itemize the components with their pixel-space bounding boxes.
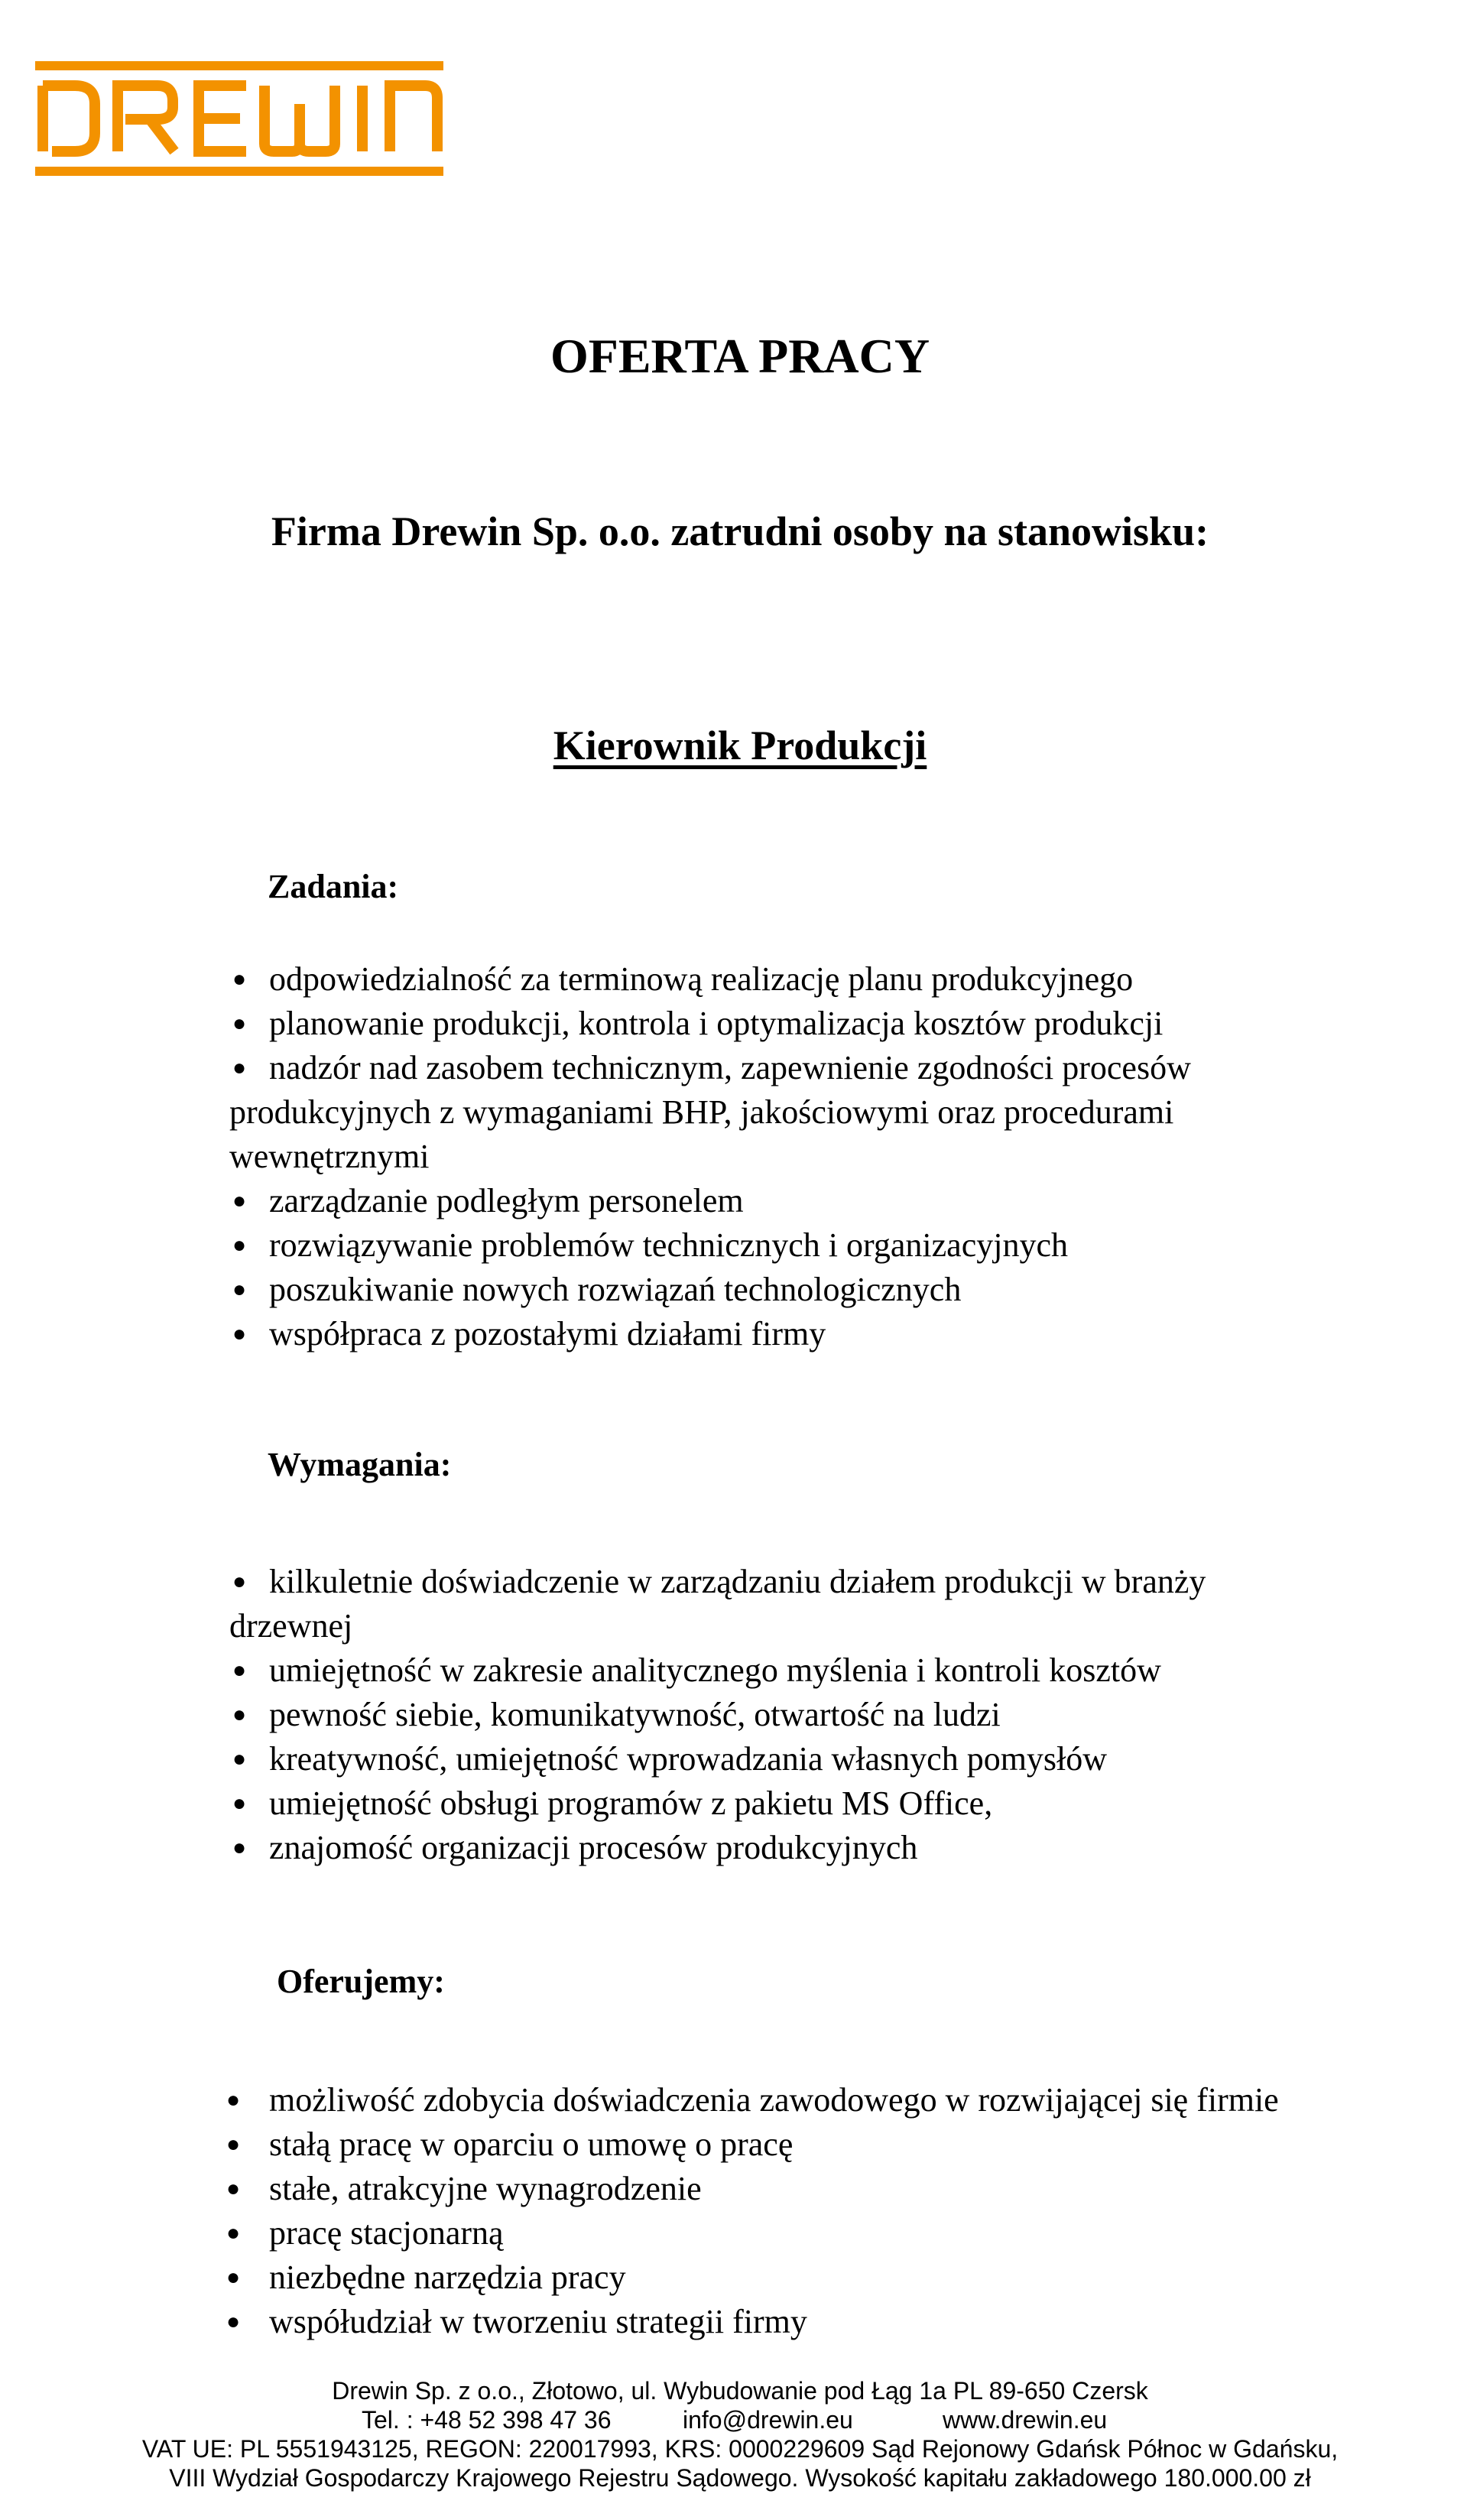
list-item: ● współpraca z pozostałymi działami firmy [229, 1312, 1422, 1356]
job-position-title: Kierownik Produkcji [553, 723, 927, 768]
bullet-icon: ● [232, 1569, 247, 1594]
requirements-list [229, 1560, 1422, 1870]
list-item: ● stałe, atrakcyjne wynagrodzenie [229, 2167, 1422, 2211]
list-item: ● planowanie produkcji, kontrola i optymalizacja kosztów produkcji [229, 1002, 1422, 1046]
list-item: ● stałą pracę w oparciu o umowę o pracę [229, 2122, 1422, 2167]
bullet-icon: ● [232, 1658, 247, 1683]
bullet-icon: ● [232, 1702, 247, 1727]
bullet-icon: ● [232, 966, 247, 992]
list-item: ● zarządzanie podległym personelem [229, 1179, 1422, 1223]
requirements-heading: Wymagania: [268, 1446, 452, 1483]
bullet-icon: ● [226, 2265, 241, 2290]
bullet-icon: ● [226, 2309, 241, 2334]
list-item: ● niezbędne narzędzia pracy [229, 2255, 1422, 2300]
bullet-icon: ● [232, 1277, 247, 1302]
tasks-list [229, 957, 1422, 1356]
bullet-icon: ● [226, 2220, 241, 2246]
list-item: ● kreatywność, umiejętność wprowadzania własnych pomysłów [229, 1737, 1422, 1781]
list-item: ● odpowiedzialność za terminową realizację planu produkcyjnego [229, 957, 1422, 1002]
offer-heading: Oferujemy: [277, 1963, 445, 2000]
list-item: ● kilkuletnie doświadczenie w zarządzaniu działem produkcji w branży drzewnej [229, 1560, 1422, 1648]
list-item: ● poszukiwanie nowych rozwiązań technologicznych [229, 1268, 1422, 1312]
drewin-logo [35, 61, 443, 176]
footer-email[interactable]: info@drewin.eu [683, 2406, 853, 2434]
bullet-icon: ● [232, 1188, 247, 1213]
bullet-icon: ● [226, 2176, 241, 2201]
list-item: ● pewność siebie, komunikatywność, otwartość na ludzi [229, 1693, 1422, 1737]
bullet-icon: ● [232, 1321, 247, 1346]
list-item: ● pracę stacjonarną [229, 2211, 1422, 2255]
list-item: ● znajomość organizacji procesów produkcyjnych [229, 1826, 1422, 1870]
bullet-icon: ● [232, 1791, 247, 1816]
company-intro: Firma Drewin Sp. o.o. zatrudni osoby na stanowisku: [271, 508, 1209, 554]
offer-list [226, 2078, 1422, 2344]
bullet-icon: ● [232, 1835, 247, 1860]
list-item: ● współudział w tworzeniu strategii firmy [229, 2300, 1422, 2344]
tasks-heading: Zadania: [268, 868, 399, 905]
list-item: ● nadzór nad zasobem technicznym, zapewnienie zgodności procesów produkcyjnych z wymaganiami BHP, jakościowymi oraz procedurami wewnętrznymi [229, 1046, 1422, 1179]
footer-address: Drewin Sp. z o.o., Złotowo, ul. Wybudowanie pod Łąg 1a PL 89-650 Czersk [332, 2377, 1148, 2405]
drewin-logo-mark [35, 61, 443, 176]
footer-website[interactable]: www.drewin.eu [943, 2406, 1108, 2434]
list-item: ● umiejętność w zakresie analitycznego myślenia i kontroli kosztów [229, 1648, 1422, 1693]
bullet-icon: ● [232, 1232, 247, 1258]
list-item: ● rozwiązywanie problemów technicznych i organizacyjnych [229, 1223, 1422, 1268]
list-item: ● umiejętność obsługi programów z pakietu MS Office, [229, 1781, 1422, 1826]
bullet-icon: ● [232, 1746, 247, 1771]
bullet-icon: ● [232, 1011, 247, 1036]
bullet-icon: ● [226, 2132, 241, 2157]
bullet-icon: ● [226, 2087, 241, 2112]
footer [0, 2376, 1480, 2492]
footer-phone: Tel. : +48 52 398 47 36 [362, 2406, 612, 2434]
page-title: OFERTA PRACY [550, 329, 930, 383]
footer-legal-line-2: VIII Wydział Gospodarczy Krajowego Rejestru Sądowego. Wysokość kapitału zakładowego 180.000.00 zł [169, 2464, 1311, 2492]
footer-contacts [0, 2405, 1480, 2434]
footer-legal-line-1: VAT UE: PL 5551943125, REGON: 220017993, KRS: 0000229609 Sąd Rejonowy Gdańsk Północ w Gdańsku, [141, 2435, 1339, 2463]
bullet-icon: ● [232, 1055, 247, 1080]
list-item: ● możliwość zdobycia doświadczenia zawodowego w rozwijającej się firmie [229, 2078, 1422, 2122]
